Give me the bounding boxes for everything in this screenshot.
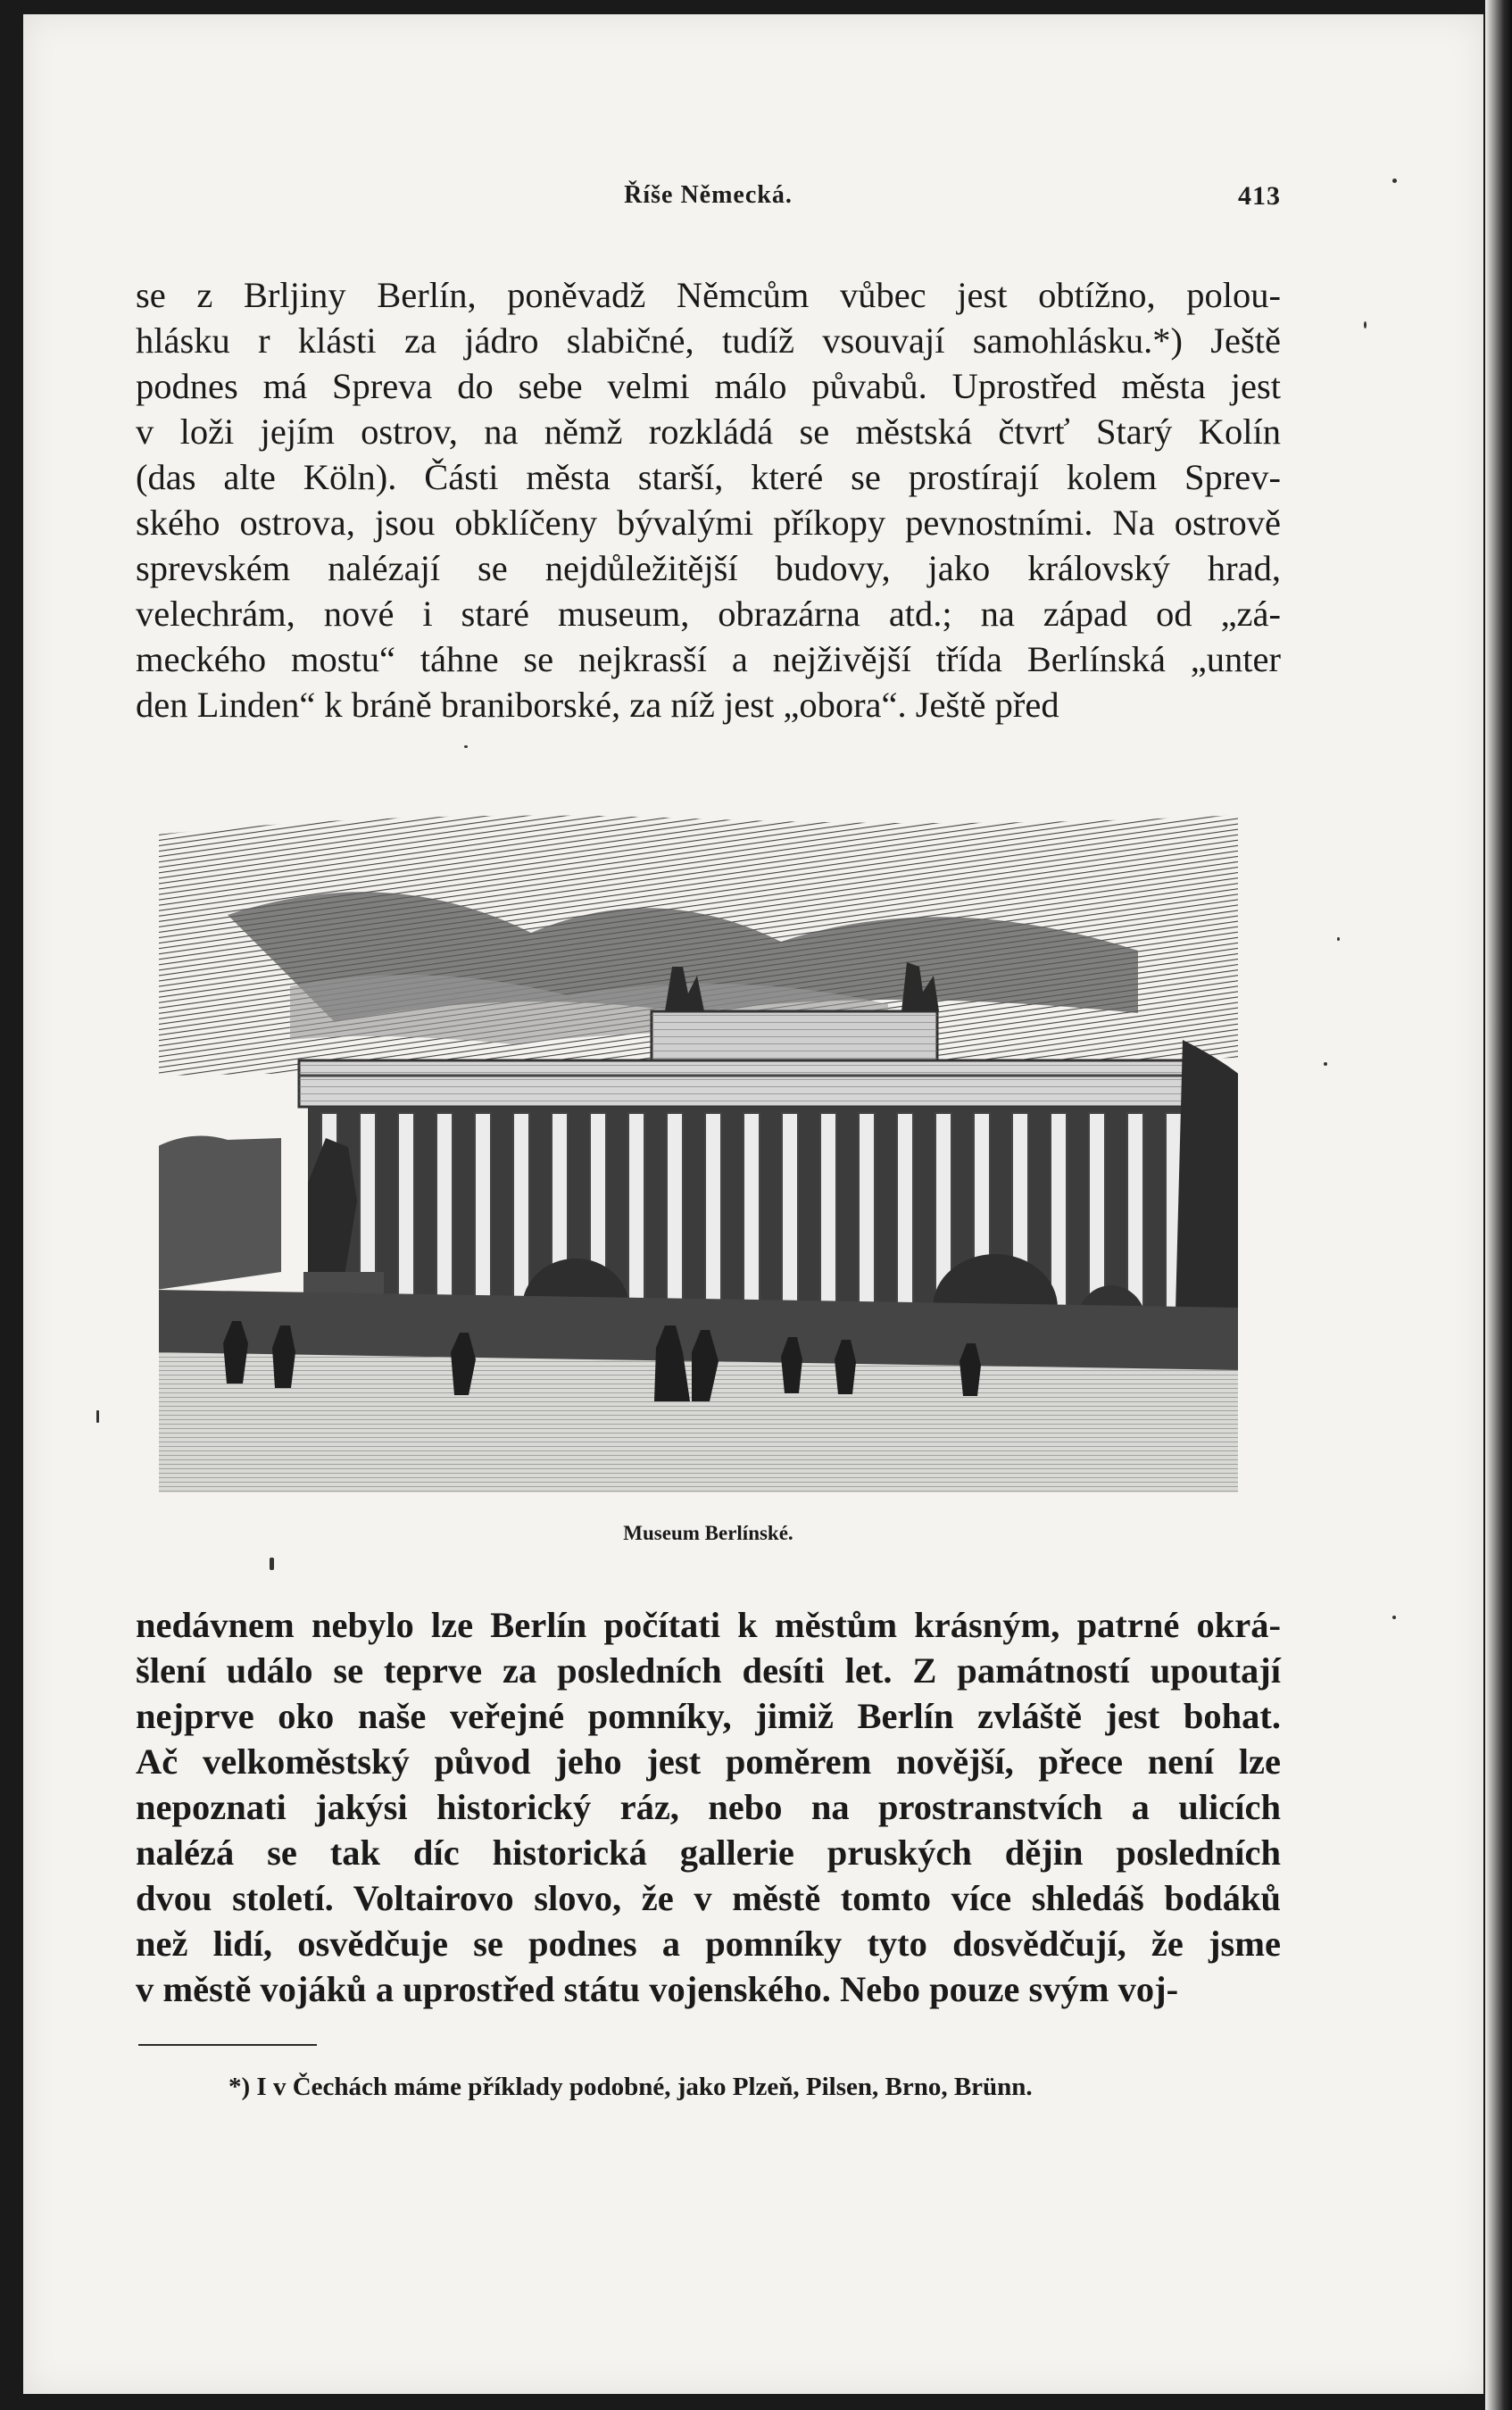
figure-caption: Museum Berlínské. bbox=[623, 1522, 793, 1544]
running-head bbox=[136, 181, 1281, 217]
text-line: velechrám, nové i staré museum, obrazárna atd.; na západ od „zá- bbox=[136, 594, 1281, 634]
text-line: podnes má Spreva do sebe velmi málo půvabů. Uprostřed města jest bbox=[136, 366, 1281, 406]
text-line: dvou století. Voltairovo slovo, že v městě tomto více shledáš bodáků bbox=[136, 1878, 1281, 1918]
text-line: šlení událo se teprve za posledních desíti let. Z památností upoutají bbox=[136, 1650, 1281, 1691]
text-line: meckého mostu“ táhne se nejkrasší a nejživější třída Berlínská „unter bbox=[136, 639, 1281, 679]
paragraph-top bbox=[136, 272, 1281, 727]
text-line: nejprve oko naše veřejné pomníky, jimiž Berlín zvláště jest bohat. bbox=[136, 1696, 1281, 1736]
museum-engraving bbox=[156, 808, 1241, 1495]
text-line: než lidí, osvědčuje se podnes a pomníky tyto dosvědčují, že jsme bbox=[136, 1924, 1281, 1964]
footnote-rule bbox=[138, 2044, 317, 2046]
text-line: v loži jejím ostrov, na němž rozkládá se městská čtvrť Starý Kolín bbox=[136, 411, 1281, 452]
text-line: (das alte Köln). Části města starší, které se prostírají kolem Sprev- bbox=[136, 457, 1281, 497]
page-edge-shadow bbox=[1485, 0, 1512, 2410]
text-line: nedávnem nebylo lze Berlín počítati k městům krásným, patrné okrá- bbox=[136, 1605, 1281, 1645]
paragraph-bottom bbox=[136, 1602, 1281, 2012]
text-line: nalézá se tak díc historická gallerie pruských dějin posledních bbox=[136, 1832, 1281, 1873]
text-line: den Linden“ k bráně braniborské, za níž jest „obora“. Ještě před bbox=[136, 685, 1059, 725]
engraving-illustration bbox=[156, 808, 1241, 1495]
text-line: ského ostrova, jsou obklíčeny bývalými příkopy pevnostními. Na ostrově bbox=[136, 503, 1281, 543]
running-head-title: Říše Německá. bbox=[624, 181, 793, 209]
text-line: hlásku r klásti za jádro slabičné, tudíž vsouvají samohlásku.*) Ještě bbox=[136, 320, 1281, 361]
page-number: 413 bbox=[1238, 181, 1281, 211]
footnote: *) I v Čechách máme příklady podobné, jako Plzeň, Pilsen, Brno, Brünn. bbox=[228, 2073, 1033, 2101]
text-line: Ač velkoměstský původ jeho jest poměrem novější, přece není lze bbox=[136, 1741, 1281, 1782]
text-line: sprevském nalézají se nejdůležitější budovy, jako královský hrad, bbox=[136, 548, 1281, 588]
text-line: se z Brljiny Berlín, poněvadž Němcům vůbec jest obtížno, polou- bbox=[136, 275, 1281, 315]
text-line: nepoznati jakýsi historický ráz, nebo na prostranstvích a ulicích bbox=[136, 1787, 1281, 1827]
text-line: v městě vojáků a uprostřed státu vojenského. Nebo pouze svým voj- bbox=[136, 1969, 1179, 2009]
